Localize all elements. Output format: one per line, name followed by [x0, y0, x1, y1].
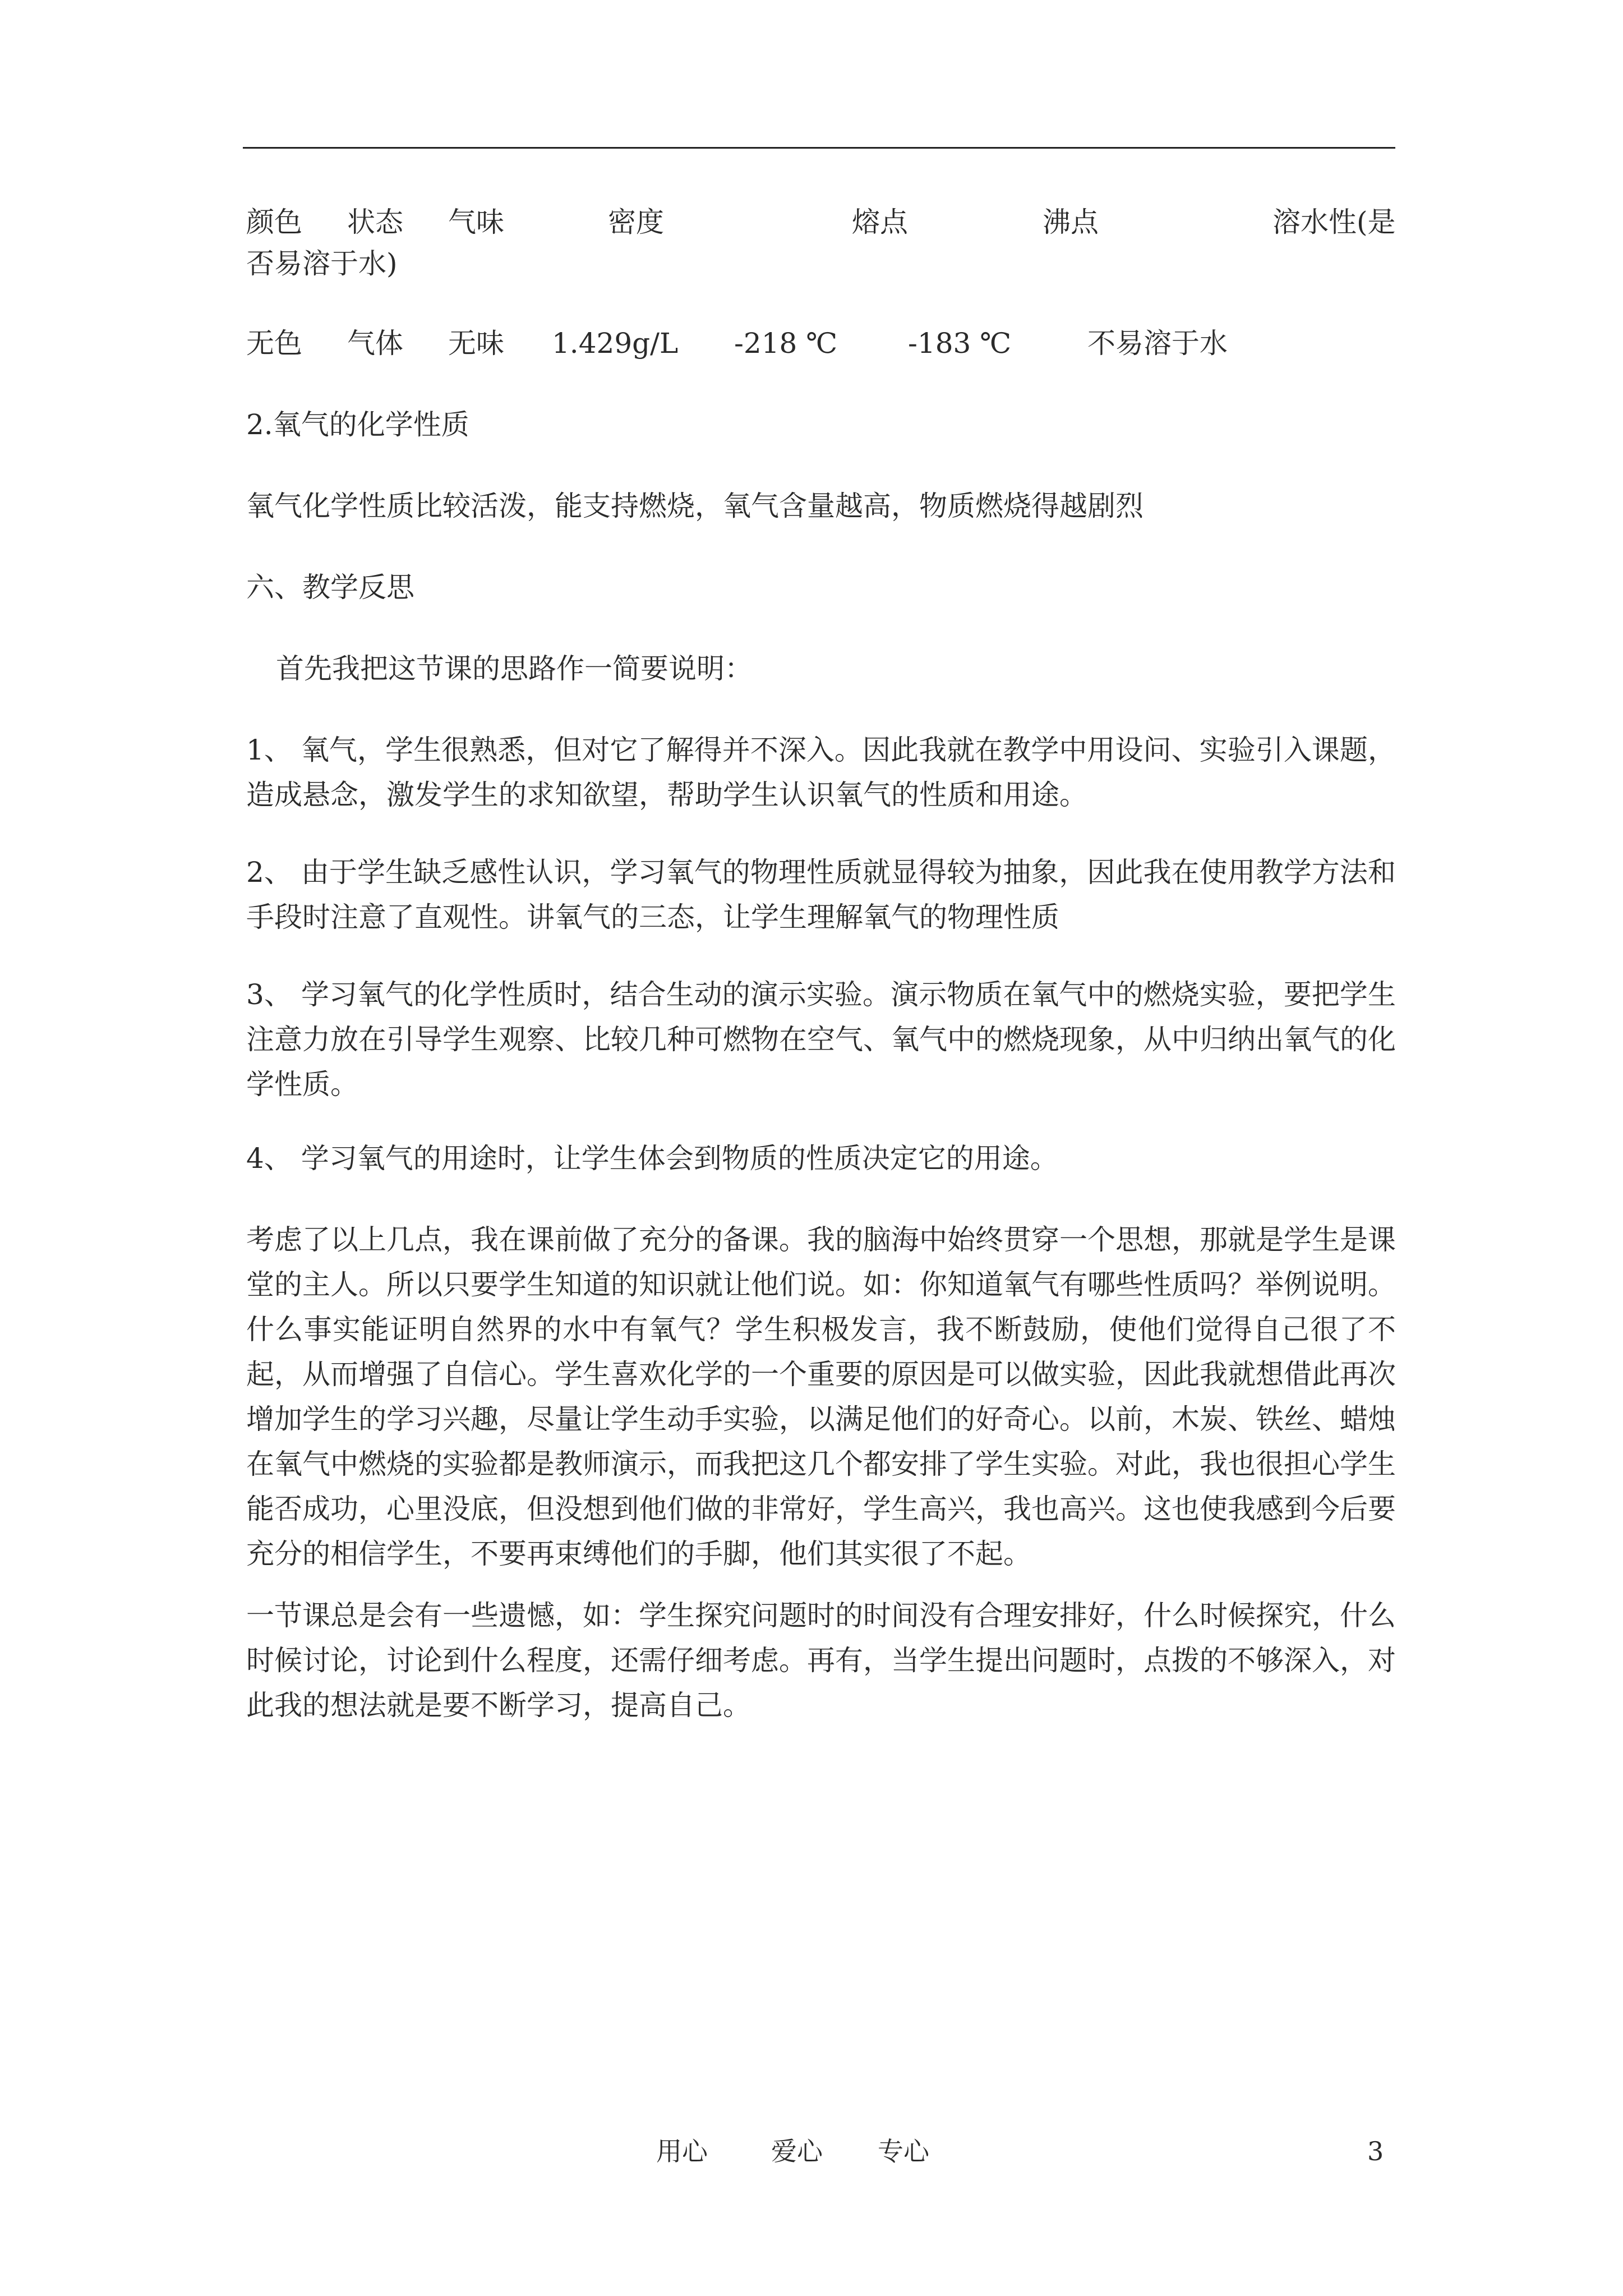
value-color: 无色 [246, 327, 302, 360]
intro-paragraph: 首先我把这节课的思路作一简要说明： [276, 652, 753, 685]
point-3: 3、 学习氧气的化学性质时，结合生动的演示实验。演示物质在氧气中的燃烧实验，要把学生注意力放在引导学生观察、比较几种可燃物在空气、氧气中的燃烧现象，从中归纳出氧气的化学性质。 [246, 978, 1396, 1101]
section-2-title: 2.氧气的化学性质 [246, 408, 469, 441]
header-density: 密度 [608, 206, 664, 238]
header-state: 状态 [347, 206, 403, 238]
footer-motto-3: 专心 [878, 2136, 929, 2166]
footer-motto-1: 用心 [656, 2136, 708, 2166]
footer-motto-2: 爱心 [771, 2136, 823, 2166]
reflection-paragraph-1: 考虑了以上几点，我在课前做了充分的备课。我的脑海中始终贯穿一个思想，那就是学生是课堂的主人。所以只要学生知道的知识就让他们说。如：你知道氧气有哪些性质吗？举例说明。什么事实能证明自然界的水中有氧气？学生积极发言，我不断鼓励，使他们觉得自己很了不起，从而增强了自信心。学生喜欢化学的一个重要的原因是可以做实验，因此我就想借此再次增加学生的学习兴趣，尽量让学生动手实验，以满足他们的好奇心。以前，木炭、铁丝、蜡烛在氧气中燃烧的实验都是教师演示，而我把这几个都安排了学生实验。对此，我也很担心学生能否成功，心里没底，但没想到他们做的非常好，学生高兴，我也高兴。这也使我感到今后要充分的相信学生，不要再束缚他们的手脚，他们其实很了不起。 [246, 1223, 1396, 1570]
header-melting-point: 熔点 [852, 206, 908, 238]
section-6-title: 六、教学反思 [246, 571, 414, 604]
section-2-text: 氧气化学性质比较活泼，能支持燃烧，氧气含量越高，物质燃烧得越剧烈 [246, 490, 1144, 522]
point-1: 1、 氧气，学生很熟悉，但对它了解得并不深入。因此我就在教学中用设问、实验引入课题，造成悬念，激发学生的求知欲望，帮助学生认识氧气的性质和用途。 [246, 734, 1396, 811]
point-2: 2、 由于学生缺乏感性认识，学习氧气的物理性质就显得较为抽象，因此我在使用教学方法和手段时注意了直观性。讲氧气的三态，让学生理解氧气的物理性质 [246, 856, 1396, 933]
header-solubility-continued: 否易溶于水) [246, 247, 398, 280]
value-state: 气体 [347, 327, 403, 360]
page-footer [0, 2129, 1623, 2174]
value-odor: 无味 [448, 327, 504, 360]
header-solubility: 溶水性(是 [1272, 206, 1396, 238]
properties-table-values [246, 321, 1401, 366]
header-rule [243, 147, 1395, 149]
properties-table-header [246, 200, 1401, 245]
value-boiling-point: -183 ℃ [908, 327, 1012, 360]
value-density: 1.429g/L [552, 327, 679, 360]
point-4: 4、 学习氧气的用途时，让学生体会到物质的性质决定它的用途。 [246, 1142, 1058, 1175]
page-number: 3 [1367, 2136, 1384, 2166]
header-color: 颜色 [246, 206, 302, 238]
header-boiling-point: 沸点 [1043, 206, 1099, 238]
value-solubility: 不易溶于水 [1087, 327, 1228, 360]
header-odor: 气味 [448, 206, 504, 238]
reflection-paragraph-2: 一节课总是会有一些遗憾，如：学生探究问题时的时间没有合理安排好，什么时候探究，什么时候讨论，讨论到什么程度，还需仔细考虑。再有，当学生提出问题时，点拨的不够深入，对此我的想法就是要不断学习，提高自己。 [246, 1599, 1396, 1722]
value-melting-point: -218 ℃ [734, 327, 838, 360]
